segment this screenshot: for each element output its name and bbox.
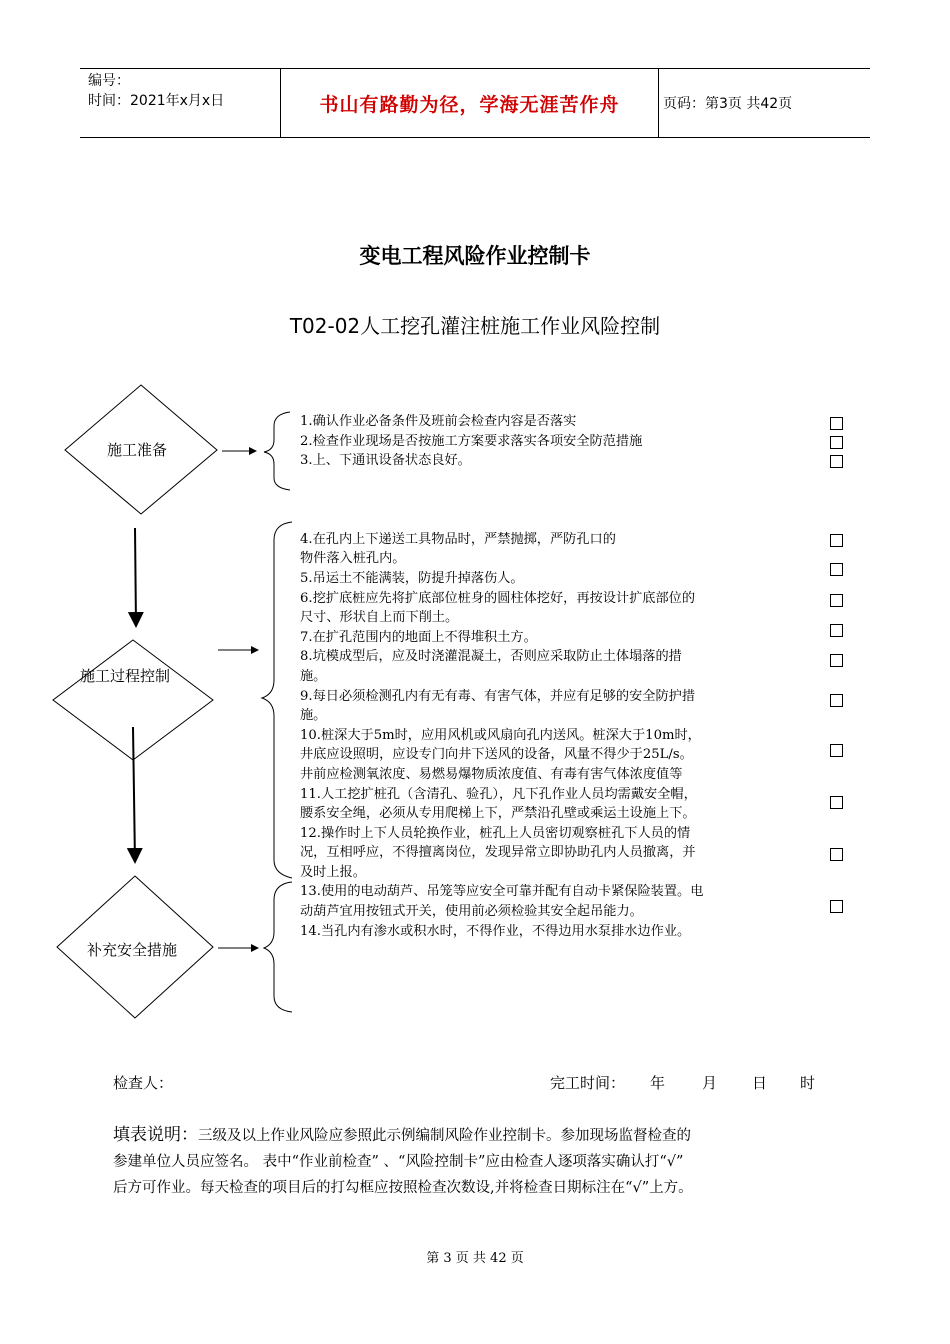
list-item: 13.使用的电动葫芦、吊笼等应安全可靠并配有自动卡紧保险装置。电 — [300, 884, 704, 900]
list-item: 井底应设照明，应设专门向井下送风的设备，风量不得少于25L/s。 — [300, 747, 693, 763]
page-footer: 第 3 页 共 42 页 — [426, 1251, 524, 1266]
page-subtitle: T02-02人工挖孔灌注桩施工作业风险控制 — [289, 314, 661, 338]
list-item: 5.吊运土不能满装，防提升掉落伤人。 — [300, 570, 524, 586]
checkbox[interactable] — [830, 796, 843, 809]
fill-instructions — [113, 1122, 843, 1201]
brace-3 — [264, 882, 292, 1012]
header-page-info: 页码：第3页 共42页 — [663, 96, 793, 112]
month-label: 月 — [702, 1074, 718, 1092]
list-item: 井前应检测氧浓度、易燃易爆物质浓度值、有毒有害气体浓度值等 — [300, 766, 683, 782]
checkbox[interactable] — [830, 900, 843, 913]
list-item: 施。 — [300, 668, 327, 684]
note-text: 参建单位人员应签名。 表中“作业前检查” 、“风险控制卡”应由检查人逐项落实确认打“√” — [113, 1154, 684, 1170]
brace-2 — [262, 522, 292, 878]
year-label: 年 — [650, 1074, 666, 1092]
note-lead: 填表说明： — [113, 1125, 198, 1145]
checkbox[interactable] — [830, 534, 843, 547]
arrow-down-1 — [135, 528, 136, 626]
list-item: 6.挖扩底桩应先将扩底部位桩身的圆柱体挖好，再按设计扩底部位的 — [300, 590, 696, 606]
note-text: 后方可作业。每天检查的项目后的打勾框应按照检查次数设,并将检查日期标注在“√”上方。 — [113, 1180, 693, 1196]
list-item: 4.在孔内上下递送工具物品时，严禁抛掷，严防孔口的 — [300, 531, 616, 547]
arrow-down-2 — [133, 727, 135, 862]
brace-1 — [264, 412, 290, 490]
list-item: 7.在扩孔范围内的地面上不得堆积土方。 — [300, 629, 537, 645]
list-item: 10.桩深大于5m时，应用风机或风扇向孔内送风。桩深大于10m时， — [300, 727, 701, 743]
finish-time-label: 完工时间： — [550, 1074, 626, 1092]
list-item: 尺寸、形状自上而下削土。 — [300, 610, 459, 626]
checkbox[interactable] — [830, 694, 843, 707]
page-title: 变电工程风险作业控制卡 — [359, 244, 591, 268]
checkbox[interactable] — [830, 654, 843, 667]
checkbox[interactable] — [830, 594, 843, 607]
checkbox[interactable] — [830, 744, 843, 757]
checklist-items — [300, 412, 815, 941]
code-label: 编号： — [88, 73, 130, 89]
list-item: 1.确认作业必备条件及班前会检查内容是否落实 — [300, 414, 577, 429]
list-item: 12.操作时上下人员轮换作业，桩孔上人员密切观察桩孔下人员的情 — [300, 825, 691, 841]
list-item: 施。 — [300, 708, 327, 724]
day-label: 日 — [752, 1074, 768, 1092]
checkbox[interactable] — [830, 624, 843, 637]
list-item: 况，互相呼应，不得擅离岗位，发现异常立即协助孔内人员撤离，并 — [300, 845, 696, 861]
checkbox[interactable] — [830, 563, 843, 576]
hour-label: 时 — [800, 1074, 816, 1092]
list-item: 11.人工挖扩桩孔（含清孔、验孔），凡下孔作业人员均需戴安全帽， — [300, 786, 697, 802]
list-item: 14.当孔内有渗水或积水时，不得作业，不得边用水泵排水边作业。 — [300, 923, 691, 939]
list-item: 8.坑模成型后，应及时浇灌混凝土，否则应采取防止土体塌落的措 — [300, 649, 682, 665]
list-item: 及时上报。 — [300, 864, 366, 880]
stage1-label: 施工准备 — [107, 441, 168, 459]
checkbox[interactable] — [830, 436, 843, 449]
inspector-label: 检查人： — [113, 1074, 174, 1092]
list-item: 3.上、下通讯设备状态良好。 — [300, 453, 471, 469]
list-item: 2.检查作业现场是否按施工方案要求落实各项安全防范措施 — [300, 433, 643, 449]
stage2-label: 施工过程控制 — [80, 667, 171, 685]
checkbox[interactable] — [830, 455, 843, 468]
note-text: 三级及以上作业风险应参照此示例编制风险作业控制卡。参加现场监督检查的 — [198, 1128, 691, 1144]
stage3-label: 补充安全措施 — [87, 941, 178, 959]
list-item: 动葫芦宜用按钮式开关，使用前必须检验其安全起吊能力。 — [300, 904, 643, 920]
checkbox[interactable] — [830, 417, 843, 430]
list-item: 9.每日必须检测孔内有无有毒、有害气体，并应有足够的安全防护措 — [300, 688, 696, 704]
time-label: 时间：2021年x月x日 — [88, 93, 225, 109]
checkbox[interactable] — [830, 848, 843, 861]
list-item: 物件落入桩孔内。 — [300, 551, 406, 567]
list-item: 腰系安全绳，必须从专用爬梯上下，严禁沿孔壁或乘运土设施上下。 — [300, 806, 696, 822]
header-motto: 书山有路勤为径，学海无涯苦作舟 — [319, 93, 620, 116]
